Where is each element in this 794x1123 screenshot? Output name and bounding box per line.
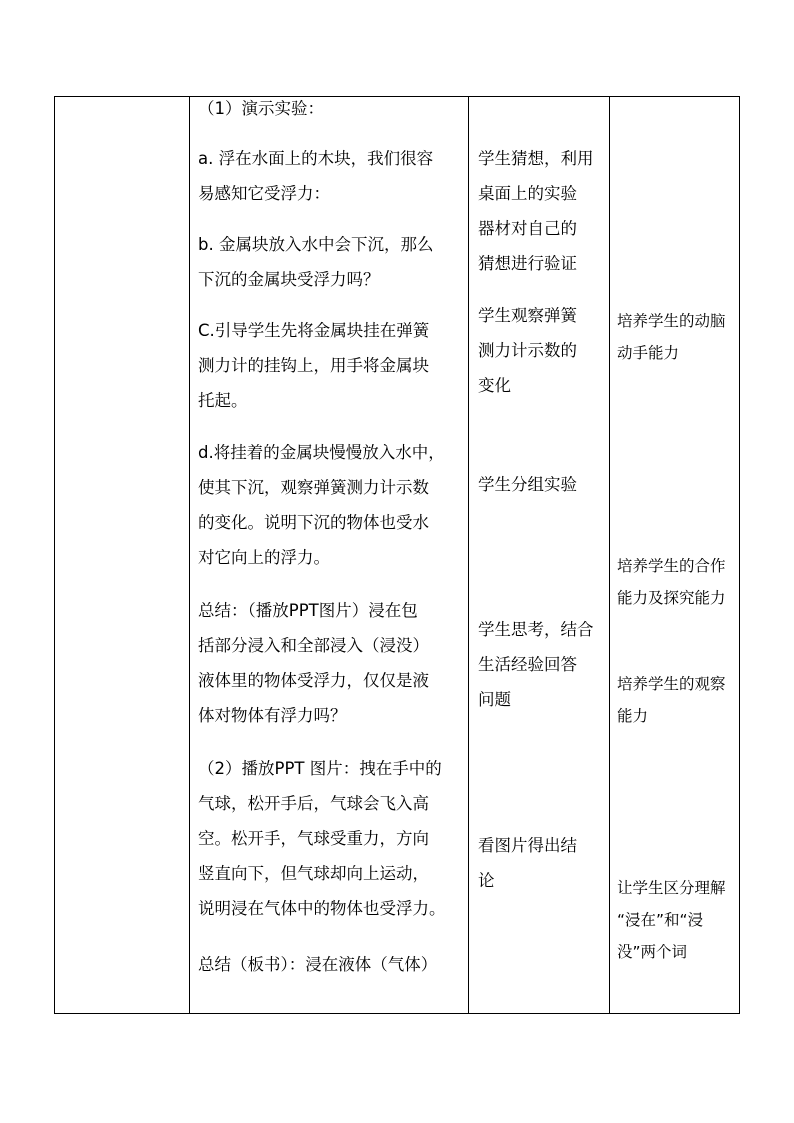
- teacher-activity-cell: [198, 227, 433, 297]
- text-line: a. 浮在水面上的木块，我们很容: [198, 149, 434, 168]
- text-line: 说明浸在气体中的物体也受浮力。: [198, 899, 446, 918]
- text-line: 问题: [478, 690, 511, 709]
- column-divider: [189, 97, 190, 1013]
- text-line: 让学生区分理解: [617, 879, 726, 897]
- text-line: “浸在”和“浸: [617, 911, 704, 929]
- text-line: 总结：（播放PPT图片）浸在包: [198, 601, 418, 620]
- text-line: C.引导学生先将金属块挂在弹簧: [198, 321, 430, 340]
- student-activity-cell: [478, 828, 577, 898]
- text-line: b. 金属块放入水中会下沉，那么: [198, 235, 434, 254]
- text-line: 论: [478, 871, 495, 890]
- text-line: 没”两个词: [617, 943, 688, 961]
- text-line: 使其下沉，观察弹簧测力计示数: [198, 478, 429, 497]
- text-line: 括部分浸入和全部浸入（浸没）: [198, 636, 429, 655]
- text-line: 变化: [478, 376, 511, 395]
- text-line: 学生分组实验: [478, 475, 577, 494]
- text-line: 易感知它受浮力：: [198, 184, 330, 203]
- teacher-activity-cell: [198, 91, 324, 126]
- text-line: （2）播放PPT 图片：拽在手中的: [198, 759, 442, 778]
- text-line: 看图片得出结: [478, 836, 577, 855]
- design-intent-cell: [617, 668, 726, 732]
- text-line: 器材对自己的: [478, 219, 577, 238]
- student-activity-cell: [478, 141, 594, 281]
- text-line: 的变化。说明下沉的物体也受水: [198, 513, 429, 532]
- design-intent-cell: [617, 305, 726, 369]
- text-line: d.将挂着的金属块慢慢放入水中，: [198, 443, 445, 462]
- text-line: 气球，松开手后，气球会飞入高: [198, 794, 429, 813]
- design-intent-cell: [617, 550, 726, 614]
- text-line: 对它向上的浮力。: [198, 548, 330, 567]
- text-line: 空。松开手，气球受重力，方向: [198, 829, 429, 848]
- teacher-activity-cell: [198, 947, 437, 982]
- text-line: 学生思考，结合: [478, 620, 594, 639]
- text-line: 桌面上的实验: [478, 184, 577, 203]
- text-line: 培养学生的观察: [617, 675, 726, 693]
- text-line: 能力及探究能力: [617, 589, 726, 607]
- text-line: 托起。: [198, 391, 248, 410]
- text-line: 竖直向下，但气球却向上运动，: [198, 864, 429, 883]
- text-line: 能力: [617, 707, 649, 725]
- teacher-activity-cell: [198, 141, 433, 211]
- text-line: 体对物体有浮力吗？: [198, 706, 347, 725]
- text-line: 学生观察弹簧: [478, 306, 577, 325]
- text-line: 培养学生的动脑: [617, 312, 726, 330]
- text-line: （1）演示实验：: [198, 99, 324, 118]
- column-divider: [609, 97, 610, 1013]
- teacher-activity-cell: [198, 313, 429, 418]
- teacher-activity-cell: [198, 593, 429, 733]
- text-line: 猜想进行验证: [478, 254, 577, 273]
- text-line: 总结（板书）：浸在液体（气体）: [198, 955, 438, 974]
- text-line: 测力计的挂钩上，用手将金属块: [198, 356, 429, 375]
- teacher-activity-cell: [198, 751, 446, 926]
- column-divider: [468, 97, 469, 1013]
- text-line: 液体里的物体受浮力，仅仅是液: [198, 671, 429, 690]
- teacher-activity-cell: [198, 435, 445, 575]
- text-line: 生活经验回答: [478, 655, 577, 674]
- text-line: 培养学生的合作: [617, 557, 726, 575]
- text-line: 测力计示数的: [478, 341, 577, 360]
- student-activity-cell: [478, 612, 594, 717]
- design-intent-cell: [617, 872, 726, 968]
- text-line: 下沉的金属块受浮力吗？: [198, 270, 380, 289]
- text-line: 动手能力: [617, 344, 680, 362]
- student-activity-cell: [478, 298, 577, 403]
- student-activity-cell: [478, 467, 577, 502]
- text-line: 学生猜想，利用: [478, 149, 594, 168]
